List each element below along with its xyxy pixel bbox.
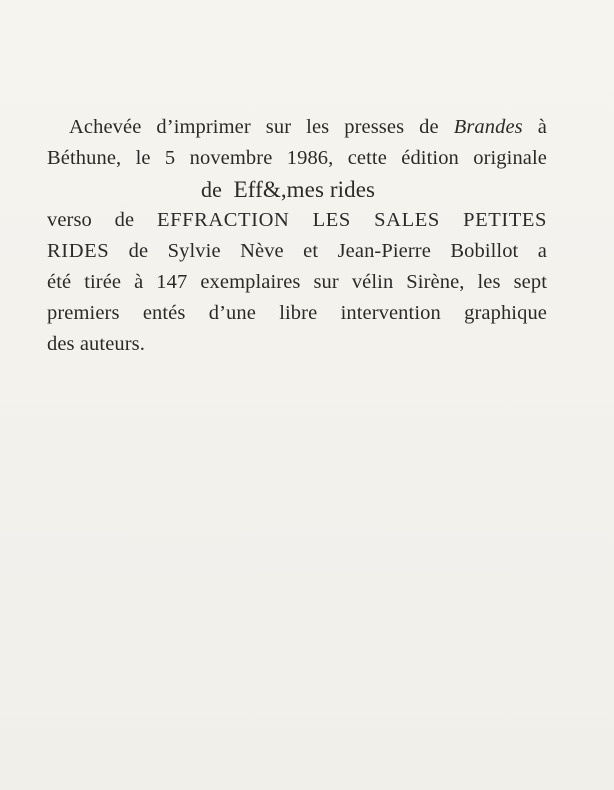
colophon-line-6: été tirée à 147 exemplaires sur vélin Sirène, les sept (47, 271, 547, 293)
colophon-line-3 (47, 174, 547, 205)
colophon-line-3-prefix: de (201, 177, 222, 202)
colophon-line-7: premiers entés d’une libre intervention graphique (47, 302, 547, 324)
colophon-text (47, 112, 547, 360)
publisher-name: Brandes (453, 116, 523, 138)
colophon-line-4-prefix: verso de (47, 209, 135, 231)
colophon-line-8: des auteurs. (47, 333, 145, 355)
colophon-line-2: Béthune, le 5 novembre 1986, cette édition originale (47, 147, 547, 169)
verso-title-end: RIDES (47, 240, 110, 262)
colophon-line-4 (47, 205, 547, 236)
verso-title: EFFRACTION LES SALES PETITES (156, 209, 547, 231)
colophon-line-1-end: à (537, 116, 547, 138)
colophon-line-5 (47, 236, 547, 267)
work-title: Eff&,mes rides (233, 177, 376, 202)
colophon-line-1 (47, 112, 547, 143)
colophon-line-1-text: Achevée d’imprimer sur les presses de (69, 116, 439, 138)
authors-text: de Sylvie Nève et Jean-Pierre Bobillot a (128, 240, 547, 262)
